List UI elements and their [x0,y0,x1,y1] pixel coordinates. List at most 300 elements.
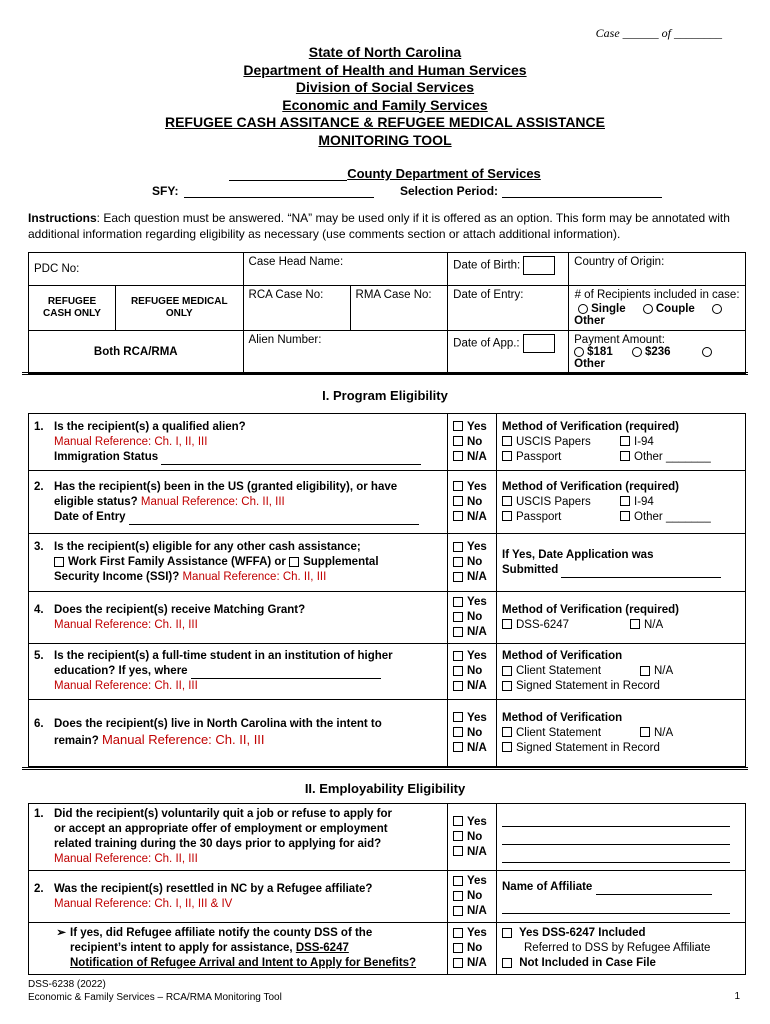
signed-statement-option[interactable] [502,741,740,756]
yes-option[interactable] [453,874,491,889]
na-option[interactable] [453,450,491,465]
answer-cell [448,592,497,644]
na-label: N/A [467,450,487,463]
selection-label: Selection Period: [400,184,499,198]
na-option[interactable] [453,510,491,525]
yes-option[interactable] [453,480,491,495]
signed-statement-label: Signed Statement in Record [516,741,660,754]
yes-label: Yes [467,420,487,433]
affiliate-line-2[interactable] [502,902,730,914]
question-label: Does the recipient(s) receive Matching Grant? [54,603,306,616]
checkbox-icon [502,928,512,938]
client-statement-label: Client Statement [516,665,602,677]
manual-reference: Manual Reference: Ch. II, III [54,853,198,865]
rca-case-label: RCA Case No: [248,289,324,301]
checkbox-icon [620,436,630,446]
no-label: No [467,942,483,954]
yes-option[interactable] [453,595,491,610]
na-label: N/A [467,571,487,583]
footer-title: Economic & Family Services – RCA/RMA Monitoring Tool [28,992,282,1003]
checkbox-icon [502,496,512,506]
manual-reference: Manual Reference: Ch. II, III [101,732,265,747]
affiliate-cell [497,871,746,923]
checkbox-icon[interactable] [289,557,299,567]
rca-only-label: REFUGEE CASH ONLY [43,296,101,319]
checkbox-icon [453,928,463,938]
checkbox-icon [502,619,512,629]
na-option[interactable] [630,619,663,631]
na-option[interactable] [453,625,491,640]
checkbox-icon [453,712,463,722]
checkbox-icon [453,597,463,607]
na-label: N/A [467,680,487,692]
pdc-label: PDC No: [34,263,80,275]
question-text [54,603,305,633]
other-label: Other _______ [634,510,711,523]
checkbox-icon [502,451,512,461]
verification-cell [497,414,746,471]
alien-cell[interactable] [243,331,448,374]
checkbox-icon [620,496,630,506]
rca-case-cell[interactable] [243,286,350,331]
no-label: No [467,726,483,739]
question-label: Does the recipient(s) live in North Carolina with the intent to [54,718,382,730]
dss6247-option[interactable] [502,618,630,633]
question-number: 1. [34,808,44,820]
couple-radio-icon [643,304,653,314]
single-label: Single [591,303,626,315]
answer-cell [448,644,497,700]
page-number: 1 [734,991,740,1002]
answer-cell [448,534,497,592]
na-option[interactable] [640,727,673,739]
checkbox-icon[interactable] [54,557,64,567]
affiliate-label: Name of Affiliate [502,880,593,893]
checkbox-icon [453,846,463,856]
dss6247-label: DSS-6247 [516,618,570,631]
checkbox-icon [640,727,650,737]
amount-236-label: $236 [644,346,671,358]
checkbox-icon [620,511,630,521]
rma-case-label: RMA Case No: [355,289,432,301]
yes-option[interactable] [453,711,491,726]
case-head-cell[interactable] [243,253,448,286]
verification-cell [497,592,746,644]
checkbox-icon [502,681,512,691]
table-row [29,871,746,923]
checkbox-icon [453,436,463,446]
manual-reference: Manual Reference: Ch. II, III [182,571,327,583]
header-title: REFUGEE CASH ASSITANCE & REFUGEE MEDICAL ASSISTANCE [164,114,605,130]
question-label: Was the recipient(s) resettled in NC by a Refugee affiliate? [54,882,373,895]
no-option[interactable] [453,555,491,570]
no-option[interactable] [453,435,491,450]
question-cell [29,700,448,767]
doa-field[interactable] [523,334,555,353]
checkbox-icon [453,816,463,826]
amount-236-radio-icon [632,347,642,357]
no-option[interactable] [453,889,491,904]
na-label: N/A [654,726,674,739]
question-number: 5. [34,650,44,662]
no-label: No [467,665,483,677]
no-option[interactable] [453,664,491,679]
doe-cell[interactable] [448,286,569,331]
case-number: Case ______ of ________ [595,26,722,40]
question-cell [29,414,448,471]
amount-181-radio-icon [574,347,584,357]
question-cell [29,804,448,871]
alien-label: Alien Number: [248,334,322,346]
table-row [29,534,746,592]
immigration-status-field[interactable] [161,453,421,465]
question-cell [29,534,448,592]
table-row [29,414,746,471]
na-label: N/A [467,741,487,754]
form-reference: DSS-6247 [295,942,349,954]
no-option[interactable] [453,610,491,625]
checkbox-icon [453,681,463,691]
question-text [54,420,421,465]
question-cell [29,871,448,923]
manual-reference: Manual Reference: Ch. I, II, III & IV [54,897,233,910]
institution-field[interactable] [191,667,381,679]
wffa-label: Work First Family Assistance (WFFA) or [68,556,286,568]
checkbox-icon [502,958,512,968]
both-label: Both RCA/RMA [93,346,178,358]
no-label: No [467,556,483,568]
checkbox-icon [502,742,512,752]
rca-only-cell[interactable] [29,286,116,331]
not-included-option[interactable] [502,956,740,971]
manual-reference: Manual Reference: Ch. II, III [140,495,285,508]
section-divider [22,372,748,375]
na-label: N/A [644,618,664,631]
question-label-cont: recipient’s intent to apply for assistance, [70,942,293,954]
recipients-label: # of Recipients included in case: [574,289,740,301]
date-of-entry-field[interactable] [129,513,419,525]
other-option[interactable] [620,451,711,463]
i94-option[interactable] [620,436,654,448]
table-row [29,471,746,534]
question-label-cont: or accept an appropriate offer of employment or employment [54,823,388,835]
signed-statement-option[interactable] [502,679,740,694]
checkbox-icon [453,958,463,968]
header-services: Economic and Family Services [282,96,488,113]
client-statement-option[interactable] [502,664,640,679]
document-header [0,44,770,149]
doa-cell [448,331,569,374]
header-state: State of North Carolina [308,44,462,60]
no-label: No [467,830,483,843]
other-radio-icon [712,304,722,314]
yes-label: Yes [467,480,487,493]
client-statement-option[interactable] [502,726,640,741]
question-label-cont: eligible status? [54,495,138,508]
yes-option[interactable] [453,649,491,664]
uscis-label: USCIS Papers [516,495,591,508]
instructions [28,210,746,242]
question-cell [29,923,448,975]
amount-other-label: Other [574,358,605,370]
county-field[interactable] [229,168,347,181]
checkbox-icon [502,666,512,676]
comment-line-3[interactable] [502,851,730,863]
yes-option[interactable] [453,540,491,555]
section-divider [22,767,748,770]
comment-line-2[interactable] [502,833,730,845]
passport-label: Passport [516,450,562,463]
immigration-status-label: Immigration Status [54,450,159,463]
question-number: 4. [34,603,44,616]
manual-reference: Manual Reference: Ch. I, II, III [54,435,208,448]
checkbox-icon [502,436,512,446]
recipients-cell [569,286,746,331]
question-label: Did the recipient(s) voluntarily quit a job or refuse to apply for [54,808,393,820]
yes-label: Yes [467,541,487,553]
na-option[interactable] [453,679,491,694]
i94-label: I-94 [634,495,654,508]
country-label: Country of Origin: [574,256,665,268]
no-option[interactable] [453,941,491,956]
dob-label: Date of Birth: [453,259,521,272]
table-row [29,923,746,975]
payment-label: Payment Amount: [574,334,665,346]
na-label: N/A [467,845,487,858]
country-cell[interactable] [569,253,746,286]
checkbox-icon [453,876,463,886]
question-text [54,480,419,525]
question-label-cont: education? If yes, where [54,665,188,677]
question-label: Is the recipient(s) a qualified alien? [54,420,246,433]
pdc-cell[interactable] [29,253,244,286]
checkbox-icon [453,612,463,622]
question-text [70,926,416,971]
sfy-label: SFY: [152,184,179,198]
amount-181-label: $181 [587,346,613,358]
yes-label: Yes [467,650,487,662]
no-option[interactable] [453,495,491,510]
sfy-line [152,184,374,198]
question-label-cont: related training during the 30 days prior to applying for aid? [54,838,382,850]
no-option[interactable] [453,726,491,741]
checkbox-icon [630,619,640,629]
question-label: Is the recipient(s) a full-time student in an institution of higher [54,650,393,662]
verification-cell [497,534,746,592]
dss6247-included-label: Yes DSS-6247 Included [519,927,646,939]
checkbox-icon [453,542,463,552]
question-text [54,717,382,749]
single-radio-icon [578,304,588,314]
verification-cell [497,471,746,534]
checkbox-icon [453,891,463,901]
no-option[interactable] [453,830,491,845]
affiliate-field[interactable] [596,883,712,895]
checkbox-icon [453,421,463,431]
answer-cell [448,700,497,767]
rma-only-cell[interactable] [116,286,244,331]
question-text [54,807,392,867]
checkbox-icon [502,727,512,737]
question-text [54,882,372,912]
checkbox-icon [453,666,463,676]
checkbox-icon [453,496,463,506]
case-info-table [28,252,746,374]
verification-cell [497,644,746,700]
program-eligibility-table [28,413,746,767]
question-cell [29,644,448,700]
other-label: Other _______ [634,450,711,463]
answer-cell [448,871,497,923]
answer-cell [448,923,497,975]
verification-title: Method of Verification [502,711,623,724]
other-option[interactable] [620,511,711,523]
amount-236-option[interactable] [632,346,671,358]
yes-option[interactable] [453,420,491,435]
answer-cell [448,804,497,871]
couple-option[interactable] [643,303,695,315]
na-option[interactable] [453,845,491,860]
referred-label: Referred to DSS by Refugee Affiliate [524,942,711,954]
application-date-label: If Yes, Date Application was [502,548,654,561]
selection-field[interactable] [502,186,662,198]
question-number: 2. [34,882,44,895]
checkbox-icon [453,511,463,521]
dss6247-status-cell [497,923,746,975]
na-label: N/A [654,665,674,677]
yes-label: Yes [467,815,487,828]
checkbox-icon [453,727,463,737]
na-label: N/A [467,626,487,638]
instructions-text: : Each question must be answered. “NA” may be used only if it is offered as an option. This form may be annotated with additional information regarding eligibility as necessary (use comments section or attach additional information). [28,211,730,241]
amount-181-option[interactable] [574,346,613,358]
question-label: If yes, did Refugee affiliate notify the county DSS of the [70,927,373,939]
na-option[interactable] [453,570,491,585]
no-label: No [467,890,483,902]
i94-option[interactable] [620,496,654,508]
bullet-arrow-icon: ➢ [56,927,66,939]
header-subtitle: MONITORING TOOL [318,131,452,148]
verification-title: Method of Verification (required) [502,603,679,616]
footer-form-number: DSS-6238 (2022) [28,979,106,990]
client-statement-label: Client Statement [516,726,602,739]
checkbox-icon [453,651,463,661]
na-option[interactable] [453,904,491,919]
ssi-label: Supplemental [303,556,379,568]
question-text [54,649,393,694]
verification-cell [497,700,746,767]
checkbox-icon [502,511,512,521]
question-label: Has the recipient(s) been in the US (granted eligibility), or have [54,480,398,493]
checkbox-icon [640,666,650,676]
yes-label: Yes [467,711,487,724]
section2-title: II. Employability Eligibility [304,781,466,796]
yes-option[interactable] [453,815,491,830]
passport-option[interactable] [502,510,620,525]
question-cell [29,471,448,534]
header-division: Division of Social Services [295,79,475,95]
rma-only-label: REFUGEE MEDICAL ONLY [130,296,228,319]
ssi-label-cont: Security Income (SSI)? [54,571,180,583]
single-option[interactable] [578,303,626,315]
checkbox-icon [620,451,630,461]
answer-cell [448,471,497,534]
signed-statement-label: Signed Statement in Record [516,680,660,692]
case-head-label: Case Head Name: [248,256,344,268]
checkbox-icon [453,742,463,752]
question-number: 6. [34,718,44,730]
county-label: County Department of Services [347,166,541,181]
manual-reference: Manual Reference: Ch. II, III [54,680,198,692]
verification-title: Method of Verification (required) [502,480,679,493]
both-cell[interactable] [29,331,244,374]
manual-reference: Manual Reference: Ch. II, III [54,618,198,631]
sfy-field[interactable] [184,186,374,198]
submitted-label: Submitted [502,563,559,576]
dss6247-included-option[interactable] [502,926,740,941]
checkbox-icon [453,481,463,491]
table-row [29,700,746,767]
checkbox-icon [453,451,463,461]
na-option[interactable] [640,665,673,677]
checkbox-icon [453,572,463,582]
question-text [54,540,379,585]
payment-cell [569,331,746,374]
doa-label: Date of App.: [453,337,520,350]
dob-cell [448,253,569,286]
table-row [29,592,746,644]
header-department: Department of Health and Human Services [243,61,527,78]
question-number: 1. [34,420,44,433]
rma-case-cell[interactable] [350,286,448,331]
submitted-field[interactable] [561,566,721,578]
amount-other-radio-icon [702,347,712,357]
checkbox-icon [453,557,463,567]
table-row [29,644,746,700]
yes-label: Yes [467,875,487,887]
employability-eligibility-table [28,803,746,975]
uscis-option[interactable] [502,435,620,450]
other-label: Other [574,315,605,327]
no-label: No [467,435,483,448]
passport-label: Passport [516,510,562,523]
yes-label: Yes [467,927,487,939]
na-label: N/A [467,905,487,917]
i94-label: I-94 [634,435,654,448]
na-option[interactable] [453,956,491,971]
doe-label: Date of Entry: [453,289,524,301]
comment-line-1[interactable] [502,815,730,827]
question-cell [29,592,448,644]
uscis-option[interactable] [502,495,620,510]
yes-label: Yes [467,596,487,608]
instructions-label: Instructions [28,211,97,225]
checkbox-icon [453,627,463,637]
passport-option[interactable] [502,450,620,465]
checkbox-icon [453,831,463,841]
question-number: 3. [34,541,44,553]
not-included-label: Not Included in Case File [519,957,656,969]
couple-label: Couple [655,303,695,315]
dob-field[interactable] [523,256,555,275]
answer-cell [448,414,497,471]
verification-title: Method of Verification (required) [502,420,679,433]
date-of-entry-label: Date of Entry [54,510,126,523]
na-label: N/A [467,957,487,969]
yes-option[interactable] [453,926,491,941]
question-label-cont: remain? [54,735,99,747]
na-option[interactable] [453,741,491,756]
